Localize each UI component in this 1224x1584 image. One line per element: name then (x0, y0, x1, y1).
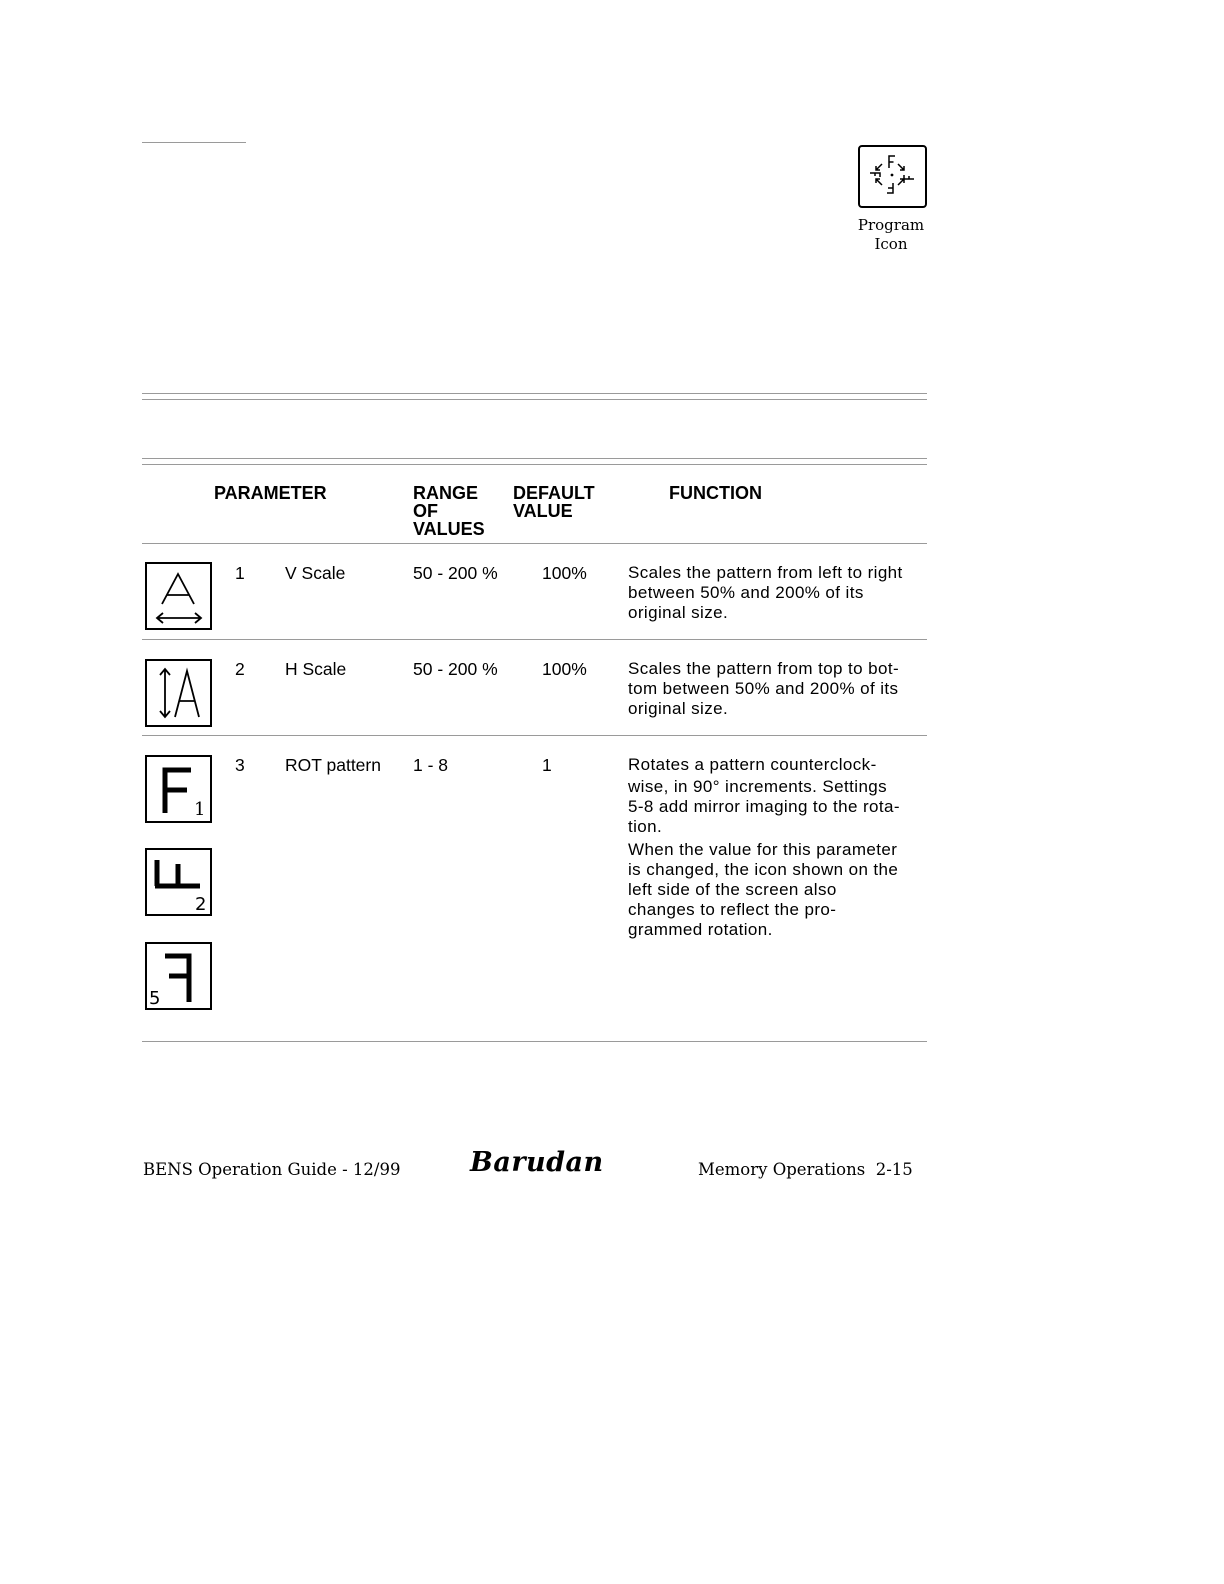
rot-icon-1-digit: 1 (194, 799, 206, 820)
row1-bottom-rule (142, 639, 927, 640)
row1-name: V Scale (285, 563, 346, 583)
rot-pattern-icon-2 (145, 848, 209, 914)
program-label-line1: Program (857, 216, 925, 234)
header-range-line1: RANGE (413, 483, 479, 503)
row3-func-line: 5-8 add mirror imaging to the rota- (628, 797, 900, 816)
program-icon-label (846, 216, 936, 254)
row1-default: 100% (542, 563, 587, 583)
header-bottom-rule (142, 543, 927, 544)
program-icon (858, 145, 928, 209)
row1-func-line: between 50% and 200% of its (628, 583, 864, 602)
row1-number: 1 (235, 563, 245, 583)
row3-function (628, 755, 938, 940)
rot-pattern-icon-1 (145, 755, 209, 821)
v-scale-icon (145, 562, 209, 628)
top-left-rule (142, 142, 246, 143)
row2-func-line: tom between 50% and 200% of its (628, 679, 899, 698)
row3-func2-line: changes to reflect the pro- (628, 900, 837, 919)
rot-icon-2-digit: 2 (195, 894, 207, 915)
section-rule-1b (142, 399, 927, 400)
footer-left: BENS Operation Guide - 12/99 (143, 1160, 401, 1179)
row2-bottom-rule (142, 735, 927, 736)
row3-func2-line: is changed, the icon shown on the (628, 860, 899, 879)
header-range-line3: VALUES (413, 519, 485, 539)
row3-func-line: wise, in 90° increments. Settings (628, 777, 888, 796)
row3-default: 1 (542, 755, 552, 775)
section-rule-2a (142, 458, 927, 459)
h-scale-icon (145, 659, 209, 725)
row3-number: 3 (235, 755, 245, 775)
header-range-line2: OF (413, 501, 438, 521)
barudan-logo: Barudan (470, 1147, 604, 1178)
table-bottom-rule (142, 1041, 927, 1042)
header-parameter: PARAMETER (214, 483, 327, 503)
row3-func2-line: left side of the screen also (628, 880, 837, 899)
section-rule-2b (142, 464, 927, 465)
row1-func-line: original size. (628, 603, 729, 622)
header-default-line1: DEFAULT (513, 483, 595, 503)
row2-number: 2 (235, 659, 245, 679)
rot-icon-5-digit: 5 (149, 988, 161, 1009)
row2-default: 100% (542, 659, 587, 679)
rot-pattern-icon-5 (145, 942, 209, 1008)
row2-function (628, 659, 938, 719)
section-rule-1a (142, 393, 927, 394)
header-function: FUNCTION (669, 483, 762, 503)
row3-func2-line: When the value for this parameter (628, 840, 898, 859)
row2-func-line: original size. (628, 699, 729, 718)
row1-func-line: Scales the pattern from left to right (628, 563, 903, 582)
footer-right: Memory Operations 2-15 (698, 1160, 913, 1179)
row3-range: 1 - 8 (413, 755, 449, 775)
row3-func-line: tion. (628, 817, 663, 836)
program-label-line2: Icon (874, 235, 908, 253)
row3-name: ROT pattern (285, 755, 381, 775)
row2-func-line: Scales the pattern from top to bot- (628, 659, 900, 678)
row1-function (628, 563, 938, 623)
row3-func-line: Rotates a pattern counterclock- (628, 755, 877, 774)
row2-range: 50 - 200 % (413, 659, 498, 679)
header-default-line2: VALUE (513, 501, 573, 521)
row3-func2-line: grammed rotation. (628, 920, 773, 939)
row1-range: 50 - 200 % (413, 563, 498, 583)
row2-name: H Scale (285, 659, 347, 679)
